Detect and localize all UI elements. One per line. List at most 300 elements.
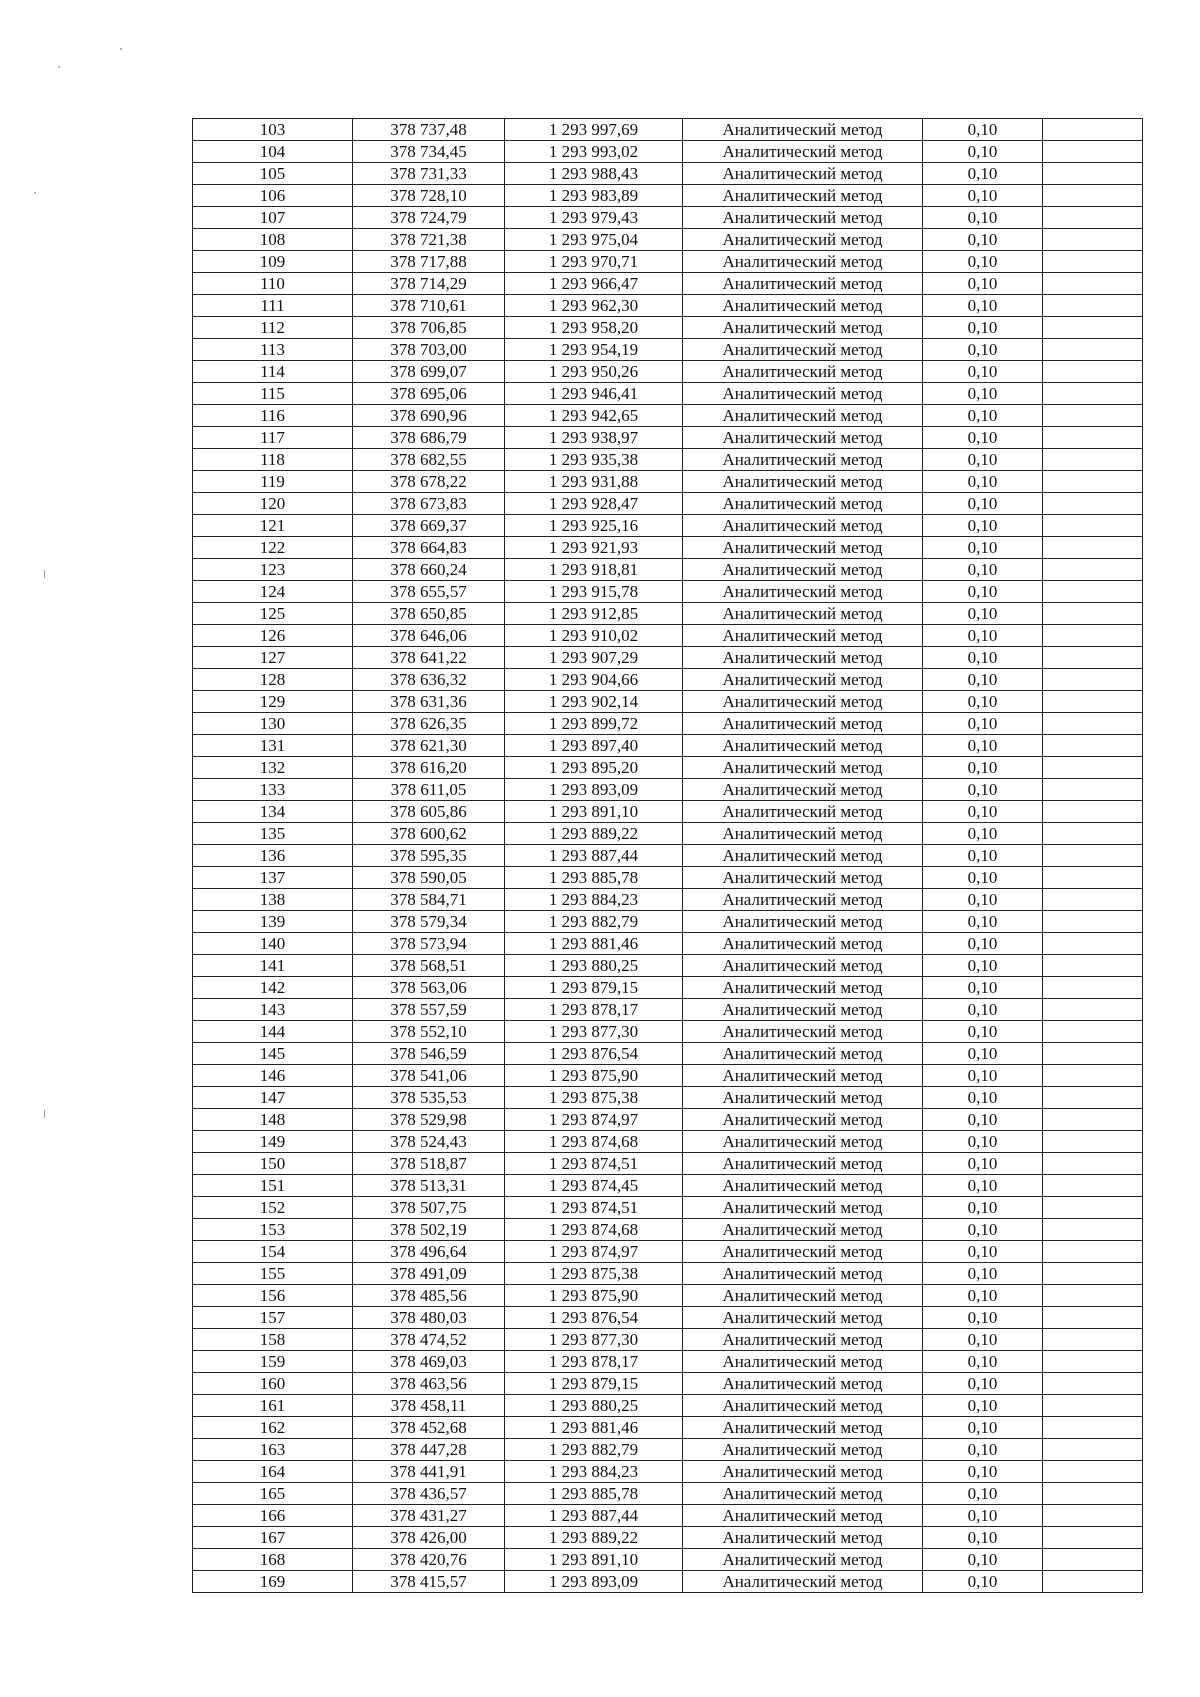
accuracy-cell: 0,10 xyxy=(923,339,1043,361)
table-row xyxy=(193,1285,1143,1307)
y-coordinate-cell: 1 293 891,10 xyxy=(505,1549,683,1571)
table-row xyxy=(193,713,1143,735)
x-coordinate-cell: 378 714,29 xyxy=(353,273,505,295)
note-cell xyxy=(1043,207,1143,229)
point-number-cell: 163 xyxy=(193,1439,353,1461)
x-coordinate-cell: 378 605,86 xyxy=(353,801,505,823)
x-coordinate-cell: 378 686,79 xyxy=(353,427,505,449)
method-cell: Аналитический метод xyxy=(683,823,923,845)
y-coordinate-cell: 1 293 889,22 xyxy=(505,1527,683,1549)
point-number-cell: 123 xyxy=(193,559,353,581)
y-coordinate-cell: 1 293 889,22 xyxy=(505,823,683,845)
table-row xyxy=(193,1043,1143,1065)
point-number-cell: 127 xyxy=(193,647,353,669)
y-coordinate-cell: 1 293 874,68 xyxy=(505,1219,683,1241)
table-row xyxy=(193,977,1143,999)
note-cell xyxy=(1043,691,1143,713)
point-number-cell: 153 xyxy=(193,1219,353,1241)
table-row xyxy=(193,911,1143,933)
table-row xyxy=(193,141,1143,163)
y-coordinate-cell: 1 293 921,93 xyxy=(505,537,683,559)
scan-speck xyxy=(120,48,122,50)
accuracy-cell: 0,10 xyxy=(923,867,1043,889)
accuracy-cell: 0,10 xyxy=(923,295,1043,317)
note-cell xyxy=(1043,449,1143,471)
note-cell xyxy=(1043,1197,1143,1219)
x-coordinate-cell: 378 541,06 xyxy=(353,1065,505,1087)
point-number-cell: 125 xyxy=(193,603,353,625)
point-number-cell: 138 xyxy=(193,889,353,911)
y-coordinate-cell: 1 293 879,15 xyxy=(505,1373,683,1395)
note-cell xyxy=(1043,493,1143,515)
table-row xyxy=(193,185,1143,207)
note-cell xyxy=(1043,361,1143,383)
accuracy-cell: 0,10 xyxy=(923,1043,1043,1065)
y-coordinate-cell: 1 293 878,17 xyxy=(505,1351,683,1373)
table-row xyxy=(193,515,1143,537)
y-coordinate-cell: 1 293 966,47 xyxy=(505,273,683,295)
table-row xyxy=(193,1439,1143,1461)
accuracy-cell: 0,10 xyxy=(923,1549,1043,1571)
note-cell xyxy=(1043,845,1143,867)
point-number-cell: 111 xyxy=(193,295,353,317)
note-cell xyxy=(1043,1175,1143,1197)
table-row xyxy=(193,999,1143,1021)
note-cell xyxy=(1043,1483,1143,1505)
method-cell: Аналитический метод xyxy=(683,493,923,515)
x-coordinate-cell: 378 452,68 xyxy=(353,1417,505,1439)
point-number-cell: 148 xyxy=(193,1109,353,1131)
method-cell: Аналитический метод xyxy=(683,1329,923,1351)
note-cell xyxy=(1043,1395,1143,1417)
method-cell: Аналитический метод xyxy=(683,801,923,823)
point-number-cell: 165 xyxy=(193,1483,353,1505)
note-cell xyxy=(1043,603,1143,625)
x-coordinate-cell: 378 524,43 xyxy=(353,1131,505,1153)
accuracy-cell: 0,10 xyxy=(923,449,1043,471)
note-cell xyxy=(1043,1153,1143,1175)
note-cell xyxy=(1043,1043,1143,1065)
table-row xyxy=(193,779,1143,801)
y-coordinate-cell: 1 293 880,25 xyxy=(505,955,683,977)
point-number-cell: 139 xyxy=(193,911,353,933)
accuracy-cell: 0,10 xyxy=(923,1329,1043,1351)
method-cell: Аналитический метод xyxy=(683,779,923,801)
accuracy-cell: 0,10 xyxy=(923,317,1043,339)
x-coordinate-cell: 378 546,59 xyxy=(353,1043,505,1065)
method-cell: Аналитический метод xyxy=(683,911,923,933)
x-coordinate-cell: 378 469,03 xyxy=(353,1351,505,1373)
table-row xyxy=(193,955,1143,977)
point-number-cell: 168 xyxy=(193,1549,353,1571)
table-row xyxy=(193,1329,1143,1351)
method-cell: Аналитический метод xyxy=(683,647,923,669)
point-number-cell: 110 xyxy=(193,273,353,295)
y-coordinate-cell: 1 293 942,65 xyxy=(505,405,683,427)
point-number-cell: 155 xyxy=(193,1263,353,1285)
y-coordinate-cell: 1 293 915,78 xyxy=(505,581,683,603)
note-cell xyxy=(1043,1549,1143,1571)
note-cell xyxy=(1043,405,1143,427)
note-cell xyxy=(1043,1131,1143,1153)
y-coordinate-cell: 1 293 950,26 xyxy=(505,361,683,383)
note-cell xyxy=(1043,955,1143,977)
y-coordinate-cell: 1 293 938,97 xyxy=(505,427,683,449)
table-row xyxy=(193,625,1143,647)
table-row xyxy=(193,251,1143,273)
point-number-cell: 169 xyxy=(193,1571,353,1593)
accuracy-cell: 0,10 xyxy=(923,405,1043,427)
point-number-cell: 113 xyxy=(193,339,353,361)
point-number-cell: 144 xyxy=(193,1021,353,1043)
x-coordinate-cell: 378 595,35 xyxy=(353,845,505,867)
point-number-cell: 117 xyxy=(193,427,353,449)
note-cell xyxy=(1043,999,1143,1021)
x-coordinate-cell: 378 636,32 xyxy=(353,669,505,691)
accuracy-cell: 0,10 xyxy=(923,493,1043,515)
point-number-cell: 154 xyxy=(193,1241,353,1263)
point-number-cell: 121 xyxy=(193,515,353,537)
accuracy-cell: 0,10 xyxy=(923,1087,1043,1109)
method-cell: Аналитический метод xyxy=(683,1197,923,1219)
method-cell: Аналитический метод xyxy=(683,1527,923,1549)
point-number-cell: 108 xyxy=(193,229,353,251)
note-cell xyxy=(1043,251,1143,273)
x-coordinate-cell: 378 717,88 xyxy=(353,251,505,273)
point-number-cell: 159 xyxy=(193,1351,353,1373)
method-cell: Аналитический метод xyxy=(683,405,923,427)
method-cell: Аналитический метод xyxy=(683,713,923,735)
accuracy-cell: 0,10 xyxy=(923,1021,1043,1043)
method-cell: Аналитический метод xyxy=(683,867,923,889)
table-row xyxy=(193,1417,1143,1439)
x-coordinate-cell: 378 721,38 xyxy=(353,229,505,251)
table-row xyxy=(193,1197,1143,1219)
accuracy-cell: 0,10 xyxy=(923,735,1043,757)
y-coordinate-cell: 1 293 910,02 xyxy=(505,625,683,647)
table-row xyxy=(193,163,1143,185)
y-coordinate-cell: 1 293 876,54 xyxy=(505,1307,683,1329)
note-cell xyxy=(1043,559,1143,581)
y-coordinate-cell: 1 293 882,79 xyxy=(505,911,683,933)
table-row xyxy=(193,1395,1143,1417)
accuracy-cell: 0,10 xyxy=(923,713,1043,735)
x-coordinate-cell: 378 513,31 xyxy=(353,1175,505,1197)
accuracy-cell: 0,10 xyxy=(923,911,1043,933)
y-coordinate-cell: 1 293 874,97 xyxy=(505,1109,683,1131)
table-row xyxy=(193,1307,1143,1329)
accuracy-cell: 0,10 xyxy=(923,999,1043,1021)
note-cell xyxy=(1043,933,1143,955)
note-cell xyxy=(1043,471,1143,493)
table-row xyxy=(193,647,1143,669)
method-cell: Аналитический метод xyxy=(683,141,923,163)
x-coordinate-cell: 378 552,10 xyxy=(353,1021,505,1043)
point-number-cell: 118 xyxy=(193,449,353,471)
method-cell: Аналитический метод xyxy=(683,1153,923,1175)
method-cell: Аналитический метод xyxy=(683,471,923,493)
x-coordinate-cell: 378 706,85 xyxy=(353,317,505,339)
x-coordinate-cell: 378 611,05 xyxy=(353,779,505,801)
note-cell xyxy=(1043,317,1143,339)
method-cell: Аналитический метод xyxy=(683,581,923,603)
table-row xyxy=(193,1065,1143,1087)
scan-speck xyxy=(34,192,36,194)
point-number-cell: 131 xyxy=(193,735,353,757)
accuracy-cell: 0,10 xyxy=(923,207,1043,229)
note-cell xyxy=(1043,1505,1143,1527)
y-coordinate-cell: 1 293 895,20 xyxy=(505,757,683,779)
y-coordinate-cell: 1 293 874,51 xyxy=(505,1197,683,1219)
x-coordinate-cell: 378 703,00 xyxy=(353,339,505,361)
accuracy-cell: 0,10 xyxy=(923,537,1043,559)
point-number-cell: 147 xyxy=(193,1087,353,1109)
accuracy-cell: 0,10 xyxy=(923,383,1043,405)
point-number-cell: 143 xyxy=(193,999,353,1021)
table-row xyxy=(193,537,1143,559)
y-coordinate-cell: 1 293 882,79 xyxy=(505,1439,683,1461)
x-coordinate-cell: 378 496,64 xyxy=(353,1241,505,1263)
method-cell: Аналитический метод xyxy=(683,383,923,405)
method-cell: Аналитический метод xyxy=(683,977,923,999)
y-coordinate-cell: 1 293 954,19 xyxy=(505,339,683,361)
x-coordinate-cell: 378 699,07 xyxy=(353,361,505,383)
point-number-cell: 145 xyxy=(193,1043,353,1065)
point-number-cell: 142 xyxy=(193,977,353,999)
note-cell xyxy=(1043,735,1143,757)
table-row xyxy=(193,889,1143,911)
table-row xyxy=(193,1483,1143,1505)
x-coordinate-cell: 378 690,96 xyxy=(353,405,505,427)
accuracy-cell: 0,10 xyxy=(923,1241,1043,1263)
table-row xyxy=(193,559,1143,581)
x-coordinate-cell: 378 420,76 xyxy=(353,1549,505,1571)
point-number-cell: 119 xyxy=(193,471,353,493)
y-coordinate-cell: 1 293 881,46 xyxy=(505,1417,683,1439)
method-cell: Аналитический метод xyxy=(683,295,923,317)
table-row xyxy=(193,471,1143,493)
y-coordinate-cell: 1 293 897,40 xyxy=(505,735,683,757)
x-coordinate-cell: 378 557,59 xyxy=(353,999,505,1021)
accuracy-cell: 0,10 xyxy=(923,955,1043,977)
accuracy-cell: 0,10 xyxy=(923,669,1043,691)
x-coordinate-cell: 378 426,00 xyxy=(353,1527,505,1549)
note-cell xyxy=(1043,911,1143,933)
point-number-cell: 109 xyxy=(193,251,353,273)
table-row xyxy=(193,1461,1143,1483)
x-coordinate-cell: 378 480,03 xyxy=(353,1307,505,1329)
y-coordinate-cell: 1 293 931,88 xyxy=(505,471,683,493)
x-coordinate-cell: 378 458,11 xyxy=(353,1395,505,1417)
table-row xyxy=(193,1263,1143,1285)
method-cell: Аналитический метод xyxy=(683,163,923,185)
note-cell xyxy=(1043,801,1143,823)
x-coordinate-cell: 378 447,28 xyxy=(353,1439,505,1461)
method-cell: Аналитический метод xyxy=(683,1417,923,1439)
table-row xyxy=(193,1527,1143,1549)
note-cell xyxy=(1043,1527,1143,1549)
y-coordinate-cell: 1 293 962,30 xyxy=(505,295,683,317)
note-cell xyxy=(1043,1109,1143,1131)
point-number-cell: 116 xyxy=(193,405,353,427)
x-coordinate-cell: 378 491,09 xyxy=(353,1263,505,1285)
accuracy-cell: 0,10 xyxy=(923,119,1043,141)
table-row xyxy=(193,1549,1143,1571)
accuracy-cell: 0,10 xyxy=(923,251,1043,273)
accuracy-cell: 0,10 xyxy=(923,559,1043,581)
note-cell xyxy=(1043,669,1143,691)
y-coordinate-cell: 1 293 925,16 xyxy=(505,515,683,537)
note-cell xyxy=(1043,867,1143,889)
accuracy-cell: 0,10 xyxy=(923,1285,1043,1307)
accuracy-cell: 0,10 xyxy=(923,1219,1043,1241)
method-cell: Аналитический метод xyxy=(683,229,923,251)
point-number-cell: 146 xyxy=(193,1065,353,1087)
table-row xyxy=(193,1087,1143,1109)
x-coordinate-cell: 378 441,91 xyxy=(353,1461,505,1483)
y-coordinate-cell: 1 293 893,09 xyxy=(505,1571,683,1593)
accuracy-cell: 0,10 xyxy=(923,1373,1043,1395)
accuracy-cell: 0,10 xyxy=(923,757,1043,779)
accuracy-cell: 0,10 xyxy=(923,801,1043,823)
method-cell: Аналитический метод xyxy=(683,559,923,581)
point-number-cell: 120 xyxy=(193,493,353,515)
method-cell: Аналитический метод xyxy=(683,691,923,713)
method-cell: Аналитический метод xyxy=(683,515,923,537)
scan-speck xyxy=(44,570,45,578)
method-cell: Аналитический метод xyxy=(683,1109,923,1131)
x-coordinate-cell: 378 568,51 xyxy=(353,955,505,977)
table-row xyxy=(193,405,1143,427)
method-cell: Аналитический метод xyxy=(683,449,923,471)
table-row xyxy=(193,845,1143,867)
y-coordinate-cell: 1 293 946,41 xyxy=(505,383,683,405)
method-cell: Аналитический метод xyxy=(683,1307,923,1329)
method-cell: Аналитический метод xyxy=(683,1219,923,1241)
note-cell xyxy=(1043,1021,1143,1043)
table-row xyxy=(193,1153,1143,1175)
y-coordinate-cell: 1 293 887,44 xyxy=(505,1505,683,1527)
point-number-cell: 107 xyxy=(193,207,353,229)
table-row xyxy=(193,933,1143,955)
x-coordinate-cell: 378 474,52 xyxy=(353,1329,505,1351)
note-cell xyxy=(1043,295,1143,317)
accuracy-cell: 0,10 xyxy=(923,581,1043,603)
point-number-cell: 151 xyxy=(193,1175,353,1197)
point-number-cell: 133 xyxy=(193,779,353,801)
table-row xyxy=(193,801,1143,823)
y-coordinate-cell: 1 293 885,78 xyxy=(505,1483,683,1505)
note-cell xyxy=(1043,1329,1143,1351)
note-cell xyxy=(1043,229,1143,251)
x-coordinate-cell: 378 616,20 xyxy=(353,757,505,779)
note-cell xyxy=(1043,1373,1143,1395)
method-cell: Аналитический метод xyxy=(683,1483,923,1505)
accuracy-cell: 0,10 xyxy=(923,889,1043,911)
accuracy-cell: 0,10 xyxy=(923,1175,1043,1197)
x-coordinate-cell: 378 728,10 xyxy=(353,185,505,207)
method-cell: Аналитический метод xyxy=(683,757,923,779)
accuracy-cell: 0,10 xyxy=(923,977,1043,999)
x-coordinate-cell: 378 436,57 xyxy=(353,1483,505,1505)
note-cell xyxy=(1043,581,1143,603)
note-cell xyxy=(1043,779,1143,801)
x-coordinate-cell: 378 695,06 xyxy=(353,383,505,405)
table-row xyxy=(193,1373,1143,1395)
method-cell: Аналитический метод xyxy=(683,1043,923,1065)
x-coordinate-cell: 378 415,57 xyxy=(353,1571,505,1593)
method-cell: Аналитический метод xyxy=(683,1571,923,1593)
y-coordinate-cell: 1 293 979,43 xyxy=(505,207,683,229)
accuracy-cell: 0,10 xyxy=(923,1395,1043,1417)
x-coordinate-cell: 378 590,05 xyxy=(353,867,505,889)
table-row xyxy=(193,1219,1143,1241)
note-cell xyxy=(1043,1263,1143,1285)
method-cell: Аналитический метод xyxy=(683,185,923,207)
x-coordinate-cell: 378 485,56 xyxy=(353,1285,505,1307)
point-number-cell: 132 xyxy=(193,757,353,779)
y-coordinate-cell: 1 293 975,04 xyxy=(505,229,683,251)
method-cell: Аналитический метод xyxy=(683,1065,923,1087)
y-coordinate-cell: 1 293 893,09 xyxy=(505,779,683,801)
table-row xyxy=(193,207,1143,229)
x-coordinate-cell: 378 660,24 xyxy=(353,559,505,581)
table-row xyxy=(193,317,1143,339)
method-cell: Аналитический метод xyxy=(683,1439,923,1461)
y-coordinate-cell: 1 293 877,30 xyxy=(505,1329,683,1351)
accuracy-cell: 0,10 xyxy=(923,185,1043,207)
coordinates-table xyxy=(192,118,1143,1593)
note-cell xyxy=(1043,757,1143,779)
note-cell xyxy=(1043,1351,1143,1373)
accuracy-cell: 0,10 xyxy=(923,141,1043,163)
accuracy-cell: 0,10 xyxy=(923,625,1043,647)
method-cell: Аналитический метод xyxy=(683,119,923,141)
x-coordinate-cell: 378 573,94 xyxy=(353,933,505,955)
point-number-cell: 156 xyxy=(193,1285,353,1307)
y-coordinate-cell: 1 293 875,90 xyxy=(505,1285,683,1307)
y-coordinate-cell: 1 293 958,20 xyxy=(505,317,683,339)
note-cell xyxy=(1043,383,1143,405)
y-coordinate-cell: 1 293 875,38 xyxy=(505,1263,683,1285)
y-coordinate-cell: 1 293 885,78 xyxy=(505,867,683,889)
y-coordinate-cell: 1 293 874,51 xyxy=(505,1153,683,1175)
table-row xyxy=(193,229,1143,251)
accuracy-cell: 0,10 xyxy=(923,603,1043,625)
note-cell xyxy=(1043,823,1143,845)
point-number-cell: 122 xyxy=(193,537,353,559)
note-cell xyxy=(1043,977,1143,999)
x-coordinate-cell: 378 563,06 xyxy=(353,977,505,999)
note-cell xyxy=(1043,889,1143,911)
y-coordinate-cell: 1 293 891,10 xyxy=(505,801,683,823)
method-cell: Аналитический метод xyxy=(683,273,923,295)
x-coordinate-cell: 378 682,55 xyxy=(353,449,505,471)
method-cell: Аналитический метод xyxy=(683,735,923,757)
y-coordinate-cell: 1 293 877,30 xyxy=(505,1021,683,1043)
y-coordinate-cell: 1 293 904,66 xyxy=(505,669,683,691)
note-cell xyxy=(1043,119,1143,141)
accuracy-cell: 0,10 xyxy=(923,1065,1043,1087)
y-coordinate-cell: 1 293 912,85 xyxy=(505,603,683,625)
method-cell: Аналитический метод xyxy=(683,1461,923,1483)
scan-speck xyxy=(58,66,60,68)
method-cell: Аналитический метод xyxy=(683,955,923,977)
method-cell: Аналитический метод xyxy=(683,1021,923,1043)
table-row xyxy=(193,427,1143,449)
accuracy-cell: 0,10 xyxy=(923,1109,1043,1131)
note-cell xyxy=(1043,163,1143,185)
